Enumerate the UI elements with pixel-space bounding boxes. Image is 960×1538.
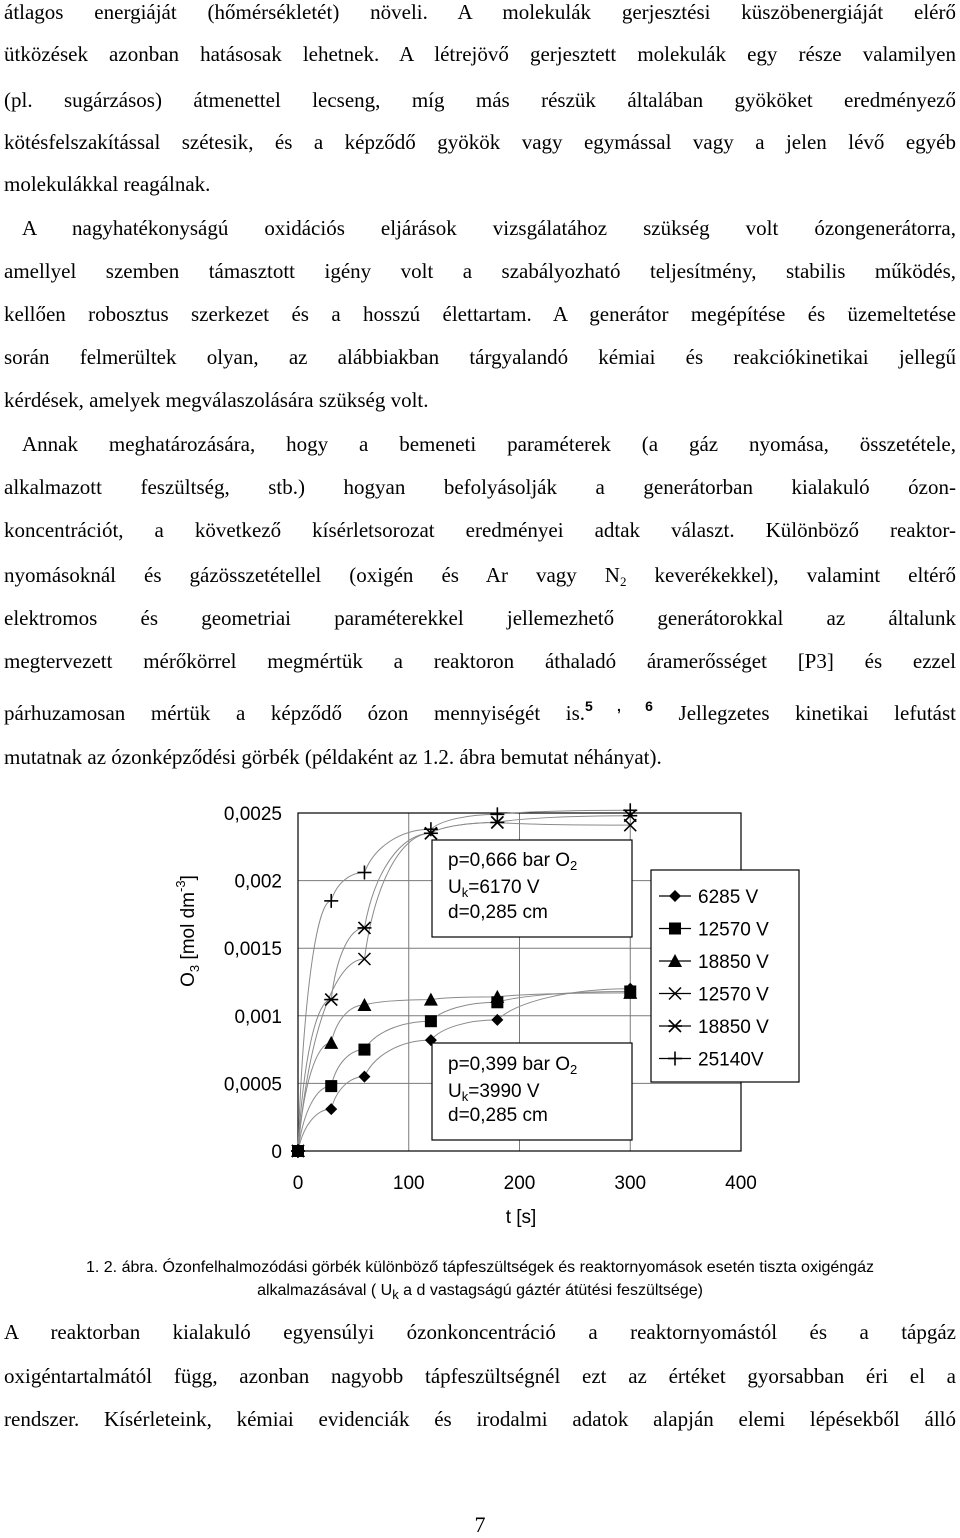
text-span: nyomásoknál és gázösszetétellel (oxigén és Ar vagy N bbox=[4, 563, 620, 587]
text-span: alkalmazásával ( U bbox=[257, 1282, 393, 1299]
page-number: 7 bbox=[474, 1512, 486, 1537]
x-tick-label: 200 bbox=[503, 1173, 536, 1194]
text-line: átlagos energiáját (hőmérsékletét) növeli. A molekulák gerjesztési küszöbenergiáját elérő bbox=[4, 0, 956, 24]
text-line: amellyel szemben támasztott igény volt a szabályozható teljesítmény, stabilis működés, bbox=[4, 259, 956, 283]
annotation-line: $U_k=6170$ V bbox=[448, 877, 540, 900]
y-label-sup: -3 bbox=[173, 880, 188, 892]
text-line: mutatnak az ózonképződési görbék (példaként az 1.2. ábra bemutat néhányat). bbox=[4, 745, 662, 769]
data-point bbox=[490, 807, 504, 821]
subscript: k bbox=[392, 1287, 399, 1302]
text-span: Jellegzetes kinetikai lefutást bbox=[652, 701, 956, 725]
text-line: ütközések azonban hatásosak lehetnek. A létrejövő gerjesztett molekulák egy része valamilyen bbox=[4, 42, 956, 66]
text-span: párhuzamosan mértük a képződő ózon mennyiségét is. bbox=[4, 701, 586, 725]
text-line: kérdések, amelyek megválaszolására szükség volt. bbox=[4, 388, 429, 412]
y-tick-label: 0,0025 bbox=[223, 804, 282, 825]
y-tick-label: 0,0015 bbox=[223, 939, 282, 961]
data-point bbox=[358, 1071, 370, 1083]
x-tick-label: 400 bbox=[725, 1173, 757, 1194]
legend-label: 12570 V bbox=[698, 919, 769, 941]
data-point bbox=[357, 998, 371, 1011]
text-line: A nagyhatékonyságú oxidációs eljárások vizsgálatához szükség volt ózongenerátorra, bbox=[22, 216, 956, 240]
y-label-sub: 3 bbox=[187, 964, 202, 973]
text-line: rendszer. Kísérleteink, kémiai evidenciák és irodalmi adatok alapján elemi lépésekből álló bbox=[4, 1407, 956, 1431]
data-point bbox=[357, 865, 371, 879]
text-line: során felmerültek olyan, az alábbiakban tárgyalandó kémiai és reakciókinetikai jellegű bbox=[4, 345, 956, 369]
text-line: kellően robosztus szerkezet és a hosszú élettartam. A generátor megépítése és üzemeltetése bbox=[4, 302, 956, 326]
annotation-line: p=0,399 bar $O_2$ bbox=[448, 1054, 578, 1077]
legend-marker bbox=[669, 923, 681, 935]
figure-caption-line bbox=[0, 1282, 960, 1302]
y-tick-label: 0,0005 bbox=[223, 1074, 282, 1096]
diamond-icon bbox=[325, 1103, 337, 1115]
text-line: alkalmazott feszültség, stb.) hogyan befolyásolják a generátorban kialakuló ózon- bbox=[4, 475, 956, 499]
ozone-chart bbox=[150, 795, 810, 1235]
annotation-upper bbox=[432, 840, 632, 937]
data-point bbox=[325, 1103, 337, 1115]
x-tick-label: 0 bbox=[292, 1173, 304, 1194]
annotation-line: $U_k=3990$ V bbox=[448, 1081, 540, 1104]
data-point bbox=[324, 994, 338, 1006]
y-tick-label: 0 bbox=[271, 1142, 282, 1163]
data-point bbox=[357, 922, 371, 934]
text-line bbox=[4, 563, 956, 590]
text-span: keverékekkel), valamint eltérő bbox=[626, 563, 956, 587]
y-axis-label bbox=[173, 875, 202, 987]
subscript: 2 bbox=[619, 574, 627, 589]
y-tick-label: 0,001 bbox=[234, 1006, 282, 1028]
legend-label: 18850 V bbox=[698, 952, 769, 973]
annotation-line: p=0,666 bar $O_2$ bbox=[448, 850, 578, 873]
text-line: Annak meghatározására, hogy a bemeneti paraméterek (a gáz nyomása, összetétele, bbox=[22, 432, 956, 456]
annotation-line: d=0,285 cm bbox=[448, 1105, 548, 1126]
text-line: kötésfelszakítással szétesik, és a képződő gyökök vagy egymással vagy a jelen lévő egyéb bbox=[4, 130, 956, 154]
text-line: (pl. sugárzásos) átmenettel lecseng, míg más részük általában gyököket eredményező bbox=[4, 88, 956, 112]
x-tick-label: 100 bbox=[392, 1173, 425, 1194]
y-label-text: [mol dm bbox=[178, 891, 199, 965]
data-point bbox=[358, 1044, 370, 1056]
text-span: a d vastagságú gáztér átütési feszültsége) bbox=[398, 1282, 703, 1299]
text-line: A reaktorban kialakuló egyensúlyi ózonkoncentráció a reaktornyomástól és a tápgáz bbox=[4, 1320, 956, 1344]
data-point bbox=[324, 894, 338, 908]
text-line: megtervezett mérőkörrel megmértük a reaktoron áthaladó áramerősséget [P3] és ezzel bbox=[4, 649, 956, 673]
x-tick-label: 300 bbox=[614, 1173, 647, 1194]
superscript: 5 , 6 bbox=[585, 698, 653, 714]
text-line: koncentrációt, a következő kísérletsorozat eredményei adtak választ. Különböző reaktor- bbox=[4, 518, 956, 542]
x-axis-label: t [s] bbox=[505, 1207, 537, 1228]
legend-label: 18850 V bbox=[698, 1017, 769, 1038]
y-tick-label: 0,002 bbox=[234, 871, 282, 893]
square-icon bbox=[669, 923, 681, 935]
square-icon bbox=[358, 1044, 370, 1056]
annotation-lower bbox=[432, 1043, 632, 1140]
legend-label: 25140V bbox=[698, 1049, 764, 1071]
legend-label: 6285 V bbox=[698, 887, 759, 908]
square-icon bbox=[425, 1015, 437, 1027]
diamond-icon bbox=[358, 1071, 370, 1083]
annotation-line: d=0,285 cm bbox=[448, 902, 548, 923]
y-label-text: ] bbox=[178, 875, 199, 881]
text-line: molekulákkal reagálnak. bbox=[4, 172, 211, 196]
figure-caption-line: 1. 2. ábra. Ózonfelhalmozódási görbék különböző tápfeszültségek és reaktornyomások esetén tiszta oxigéngáz bbox=[85, 1259, 874, 1276]
data-point bbox=[324, 1036, 338, 1049]
text-line bbox=[4, 698, 956, 726]
triangle-icon bbox=[324, 1036, 338, 1049]
y-label-text: O bbox=[178, 972, 199, 987]
square-icon bbox=[325, 1080, 337, 1092]
text-line: elektromos és geometriai paraméterekkel jellemezhető generátorokkal az általunk bbox=[4, 606, 956, 630]
legend-label: 12570 V bbox=[698, 984, 769, 1006]
text-line: oxigéntartalmától függ, azonban nagyobb tápfeszültségnél ezt az értéket gyorsabban éri el a bbox=[4, 1364, 956, 1388]
triangle-icon bbox=[357, 998, 371, 1011]
data-point bbox=[425, 1015, 437, 1027]
data-point bbox=[325, 1080, 337, 1092]
legend bbox=[651, 870, 799, 1082]
